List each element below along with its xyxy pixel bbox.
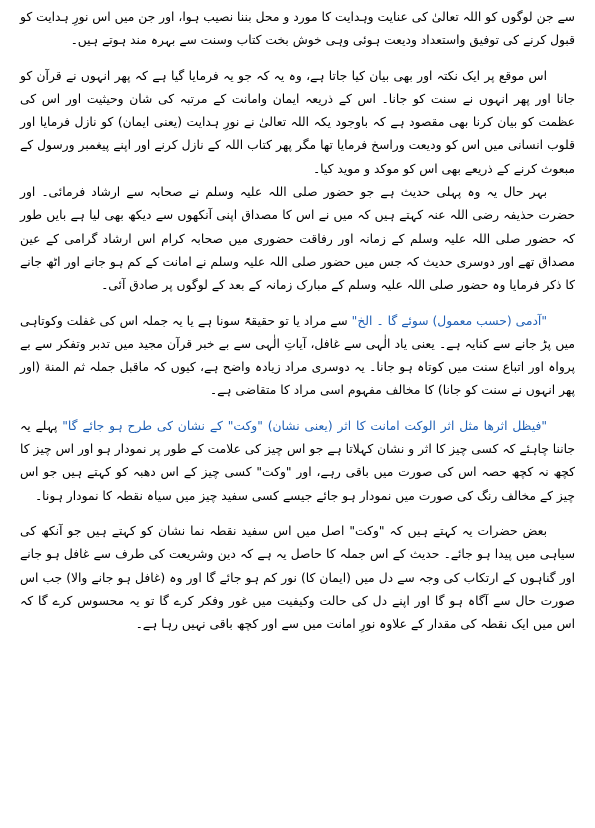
text-line: جاننا چاہئے کہ کسی چیز کا اثر و نشان کہلاتا ہے جو اس چیز کی علامت کے طور پر نمودار ہو اور اس چیز کا کچھ نہ کچھ حصہ اس کی <box>20 442 576 480</box>
text-line: انہوں نے سنت کو جانا۔ اس کے ذریعہ ایمان وامانت کے مرتبہ کی شان وحیثیت اور اس کی عظمت کو بیان کرنا بھی مقصود <box>20 91 575 130</box>
text-line: مگر پھر کتاب اللہ کے نازل کرنے اور اپنے پیغمبر ورسول کے مبعوث کرنے کے ذریعے بھی اس کو موکد و موید کیا۔ <box>20 138 575 176</box>
text-line: وسلم نے امانت کے کم ہو جانے اور اٹھ جانے کا ذکر فرمایا وہ حضور صلی اللہ علیہ وسلم کے مبارک زمانہ کے بعد کے لوگوں پر <box>20 254 575 293</box>
text-line: عنہ کہتے ہیں کہ میں نے اس کا مصداق اپنی آنکھوں سے دیکھ بھی لیا ہے بایں طور کہ حضور صلی اللہ علیہ وسلم کے زمانہ اور <box>20 208 575 246</box>
paragraph-2 <box>20 65 575 181</box>
paragraph-5 <box>20 415 575 508</box>
highlighted-quote: "آدمی (حسب معمول) سوئے گا ۔ الخ" <box>351 313 548 328</box>
text-line: پہلے یہ <box>20 418 63 433</box>
text-line: پڑ جانے سے کنایہ ہے۔ یعنی یاد الٰہی سے غافل، آیاتِ الٰہی سے بے خبر قرآن مجید میں تدبر وتفکر سے بے پرواہ اور اتباع <box>20 336 575 375</box>
highlighted-quote: "فیظل اثرھا مثل اثر الوکت امانت کا اثر (یعنی نشان) "وکت" کے نشان کی طرح ہو جائے گا" <box>62 418 547 433</box>
text-line: صورت میں باقی رہے، اور "وکت" کسی چیز کے اس دھبہ کو کہتے ہیں جو اس چیز کے مخالف رنگ کی صورت میں نمودار <box>20 465 575 503</box>
text-line: اس موقع پر ایک نکتہ اور بھی بیان کیا جاتا ہے، وہ یہ کہ جو یہ فرمایا گیا ہے کہ پھر انہوں نے قرآن کو جانا اور پھر <box>20 68 575 106</box>
text-line: دل کی حالت وکیفیت میں غور وفکر کرے گا تو یہ محسوس کرے گا کہ اس میں ایک نقطہ کی مقدار کے علاوہ نورِ امانت میں سے <box>20 593 575 632</box>
text-line: ہے کہ باوجود یکہ اللہ تعالیٰ نے نورِ ہدایت (یعنی ایمان) کو نازل فرمایا اور قلوب انسانی میں اس کو ودیعت وراسخ فرمایا تھا <box>20 115 575 153</box>
text-line: ہو جائے۔ حدیث کے اس جملہ کا حاصل یہ ہے کہ دین وشریعت کی طرف سے غافل ہو جانے اور گناہوں کے ارتکاب کی <box>20 547 575 585</box>
paragraph-3 <box>20 181 575 297</box>
text-line: سنت میں کوتاہ ہو جانا۔ یہ دوسری مراد زیادہ واضح ہے، کیوں کہ ماقبل جملہ ثم المنة (اور پھر انہوں نے سنت کو جانا) کا <box>20 360 575 398</box>
text-line: سے جن لوگوں کو اللہ تعالیٰ کی عنایت وہدایت کا مورد و محل بننا نصیب ہوا، اور جن میں اس نورِ ہدایت کو قبول کرنے کی توفیق <box>20 10 575 48</box>
text-line: اور کچھ باقی نہیں رہا ہے۔ <box>135 617 278 632</box>
text-line: سے مراد یا تو حقیقۃً سونا ہے یا یہ جملہ اس کی غفلت وکوتاہی میں <box>20 313 575 351</box>
text-line: واستعداد ودیعت ہوئی وہی خوش بخت کتاب وسنت سے بہرہ مند ہوتے ہیں۔ <box>70 33 466 48</box>
paragraph-4 <box>20 310 575 403</box>
text-line: وجہ سے دل میں (ایمان کا) نور کم ہو جائے گا اور وہ (غافل ہو جانے والا) جب اس صورت حال سے آگاہ ہو گا اور اپنے <box>20 570 575 608</box>
text-line: رفاقت حضوری میں صحابہ کرام اس ارشاد گرامی کے عین مصداق تھے اور دوسری حدیث کہ جس میں حضور صلی اللہ علیہ <box>20 231 575 269</box>
text-line: صادق آئی۔ <box>101 278 159 293</box>
paragraph-6 <box>20 520 575 636</box>
text-line: بہر حال یہ وہ پہلی حدیث ہے جو حضور صلی اللہ علیہ وسلم نے صحابہ سے ارشاد فرمائی۔ اور حضرت حذیفہ رضی اللہ <box>20 185 575 223</box>
text-line: ہو جائے جیسے کسی سفید چیز میں سیاہ نقطہ کا نمودار ہونا۔ <box>34 488 356 503</box>
paragraph-1 <box>20 6 575 53</box>
text-line: بعض حضرات یہ کہتے ہیں کہ "وکت" اصل میں اس سفید نقطہ نما نشان کو کہتے ہیں جو آنکھ کی سیاہی میں پیدا <box>20 523 575 562</box>
text-line: مخالف مفہوم اسی مراد کا متقاضی ہے۔ <box>209 383 421 398</box>
